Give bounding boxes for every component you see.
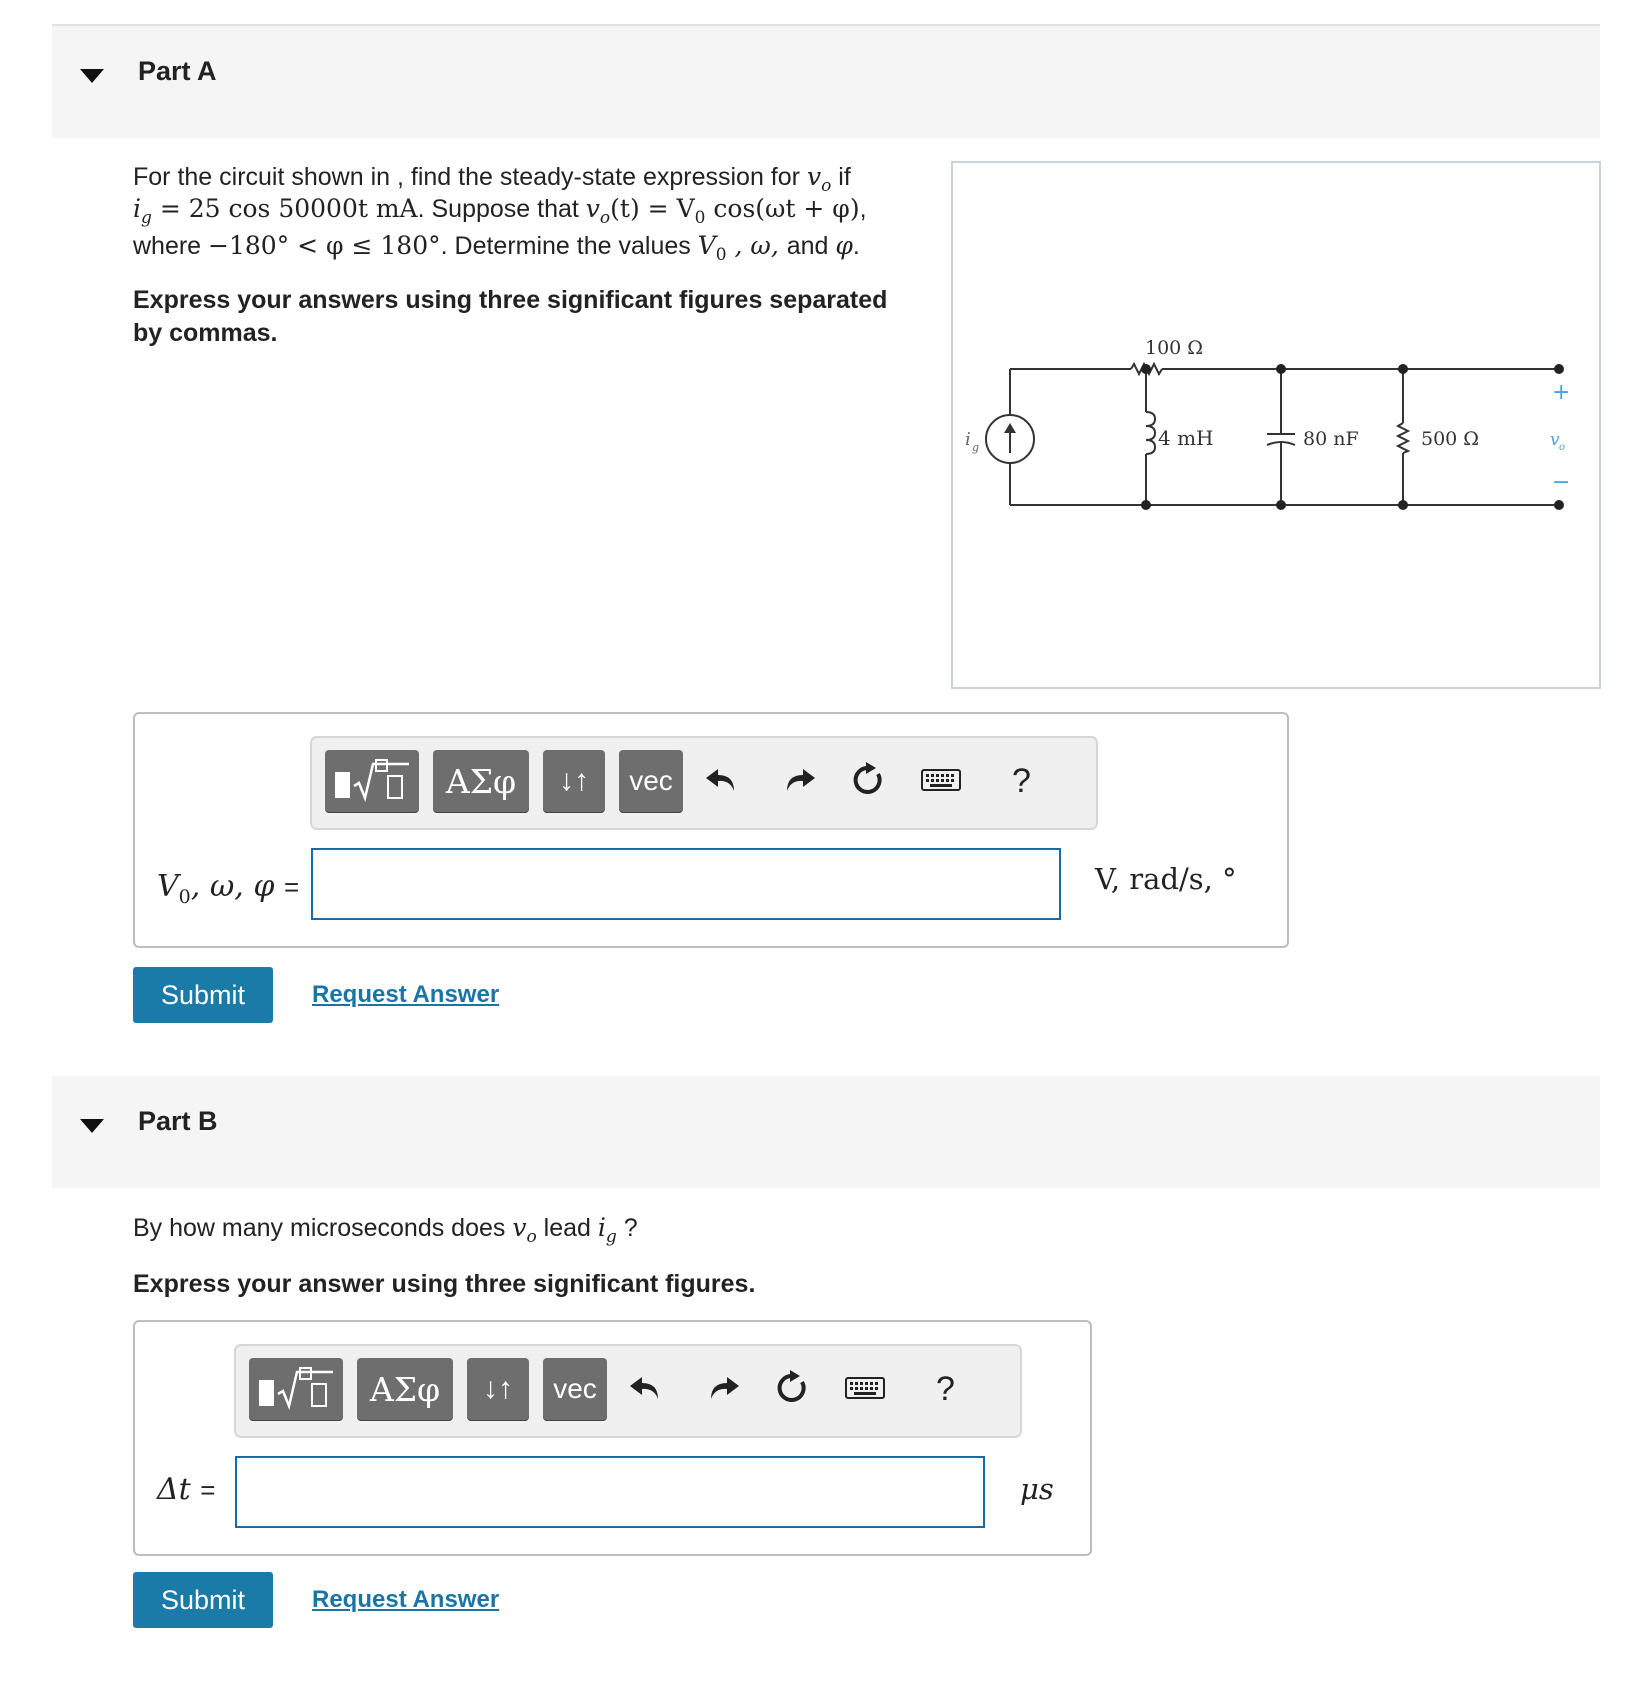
undo-icon[interactable] <box>701 760 741 800</box>
part-a-question-line2: $i_g = 25$ cos 50000t mA. Suppose that $v_o(t) = V_0$ cos(ωt + φ), <box>133 194 867 228</box>
part-a-header[interactable] <box>52 26 1600 138</box>
redo-icon[interactable] <box>780 760 820 800</box>
help-button[interactable]: ? <box>936 1370 955 1408</box>
sqrt-template-icon <box>256 1364 336 1414</box>
vo-label-sub: o <box>1559 442 1566 453</box>
part-a-units: V, rad/s, ° <box>1095 862 1237 896</box>
part-a-answer-label: $V_0$, ω, φ = <box>157 869 300 908</box>
part-b-answer-label: Δt = <box>157 1472 216 1507</box>
vo-label: v <box>1550 430 1560 450</box>
capacitor-label: 80 nF <box>1303 428 1359 450</box>
part-a-answer-box <box>133 712 1289 948</box>
part-a-title: Part A <box>138 56 217 86</box>
part-a-answer-input[interactable] <box>311 848 1061 920</box>
part-b-instruction: Express your answer using three significant figures. <box>133 1270 756 1298</box>
source-label: i <box>965 429 971 450</box>
circuit-diagram <box>953 163 1599 687</box>
minus-terminal-label: − <box>1552 470 1571 495</box>
part-a-request-answer-link[interactable]: Request Answer <box>312 981 500 1008</box>
keyboard-icon[interactable] <box>920 760 962 800</box>
part-b-submit-button[interactable]: Submit <box>133 1572 273 1628</box>
part-b-units: μs <box>1020 1472 1054 1506</box>
templates-button[interactable] <box>325 750 419 812</box>
part-a-question-line3: where −180° < φ ≤ 180°. Determine the values $V_0$ , ω, and φ. <box>133 231 860 265</box>
collapse-triangle-icon[interactable] <box>80 1119 104 1133</box>
reset-icon[interactable] <box>772 1368 812 1408</box>
templates-button[interactable] <box>249 1358 343 1420</box>
collapse-triangle-icon[interactable] <box>80 69 104 83</box>
part-a-submit-button[interactable]: Submit <box>133 967 273 1023</box>
part-a-question-line1: For the circuit shown in , find the steady-state expression for $v_o$ if <box>133 162 851 196</box>
math-toolbar <box>234 1344 1022 1438</box>
part-a-instruction-line2: by commas. <box>133 319 278 347</box>
vector-button[interactable]: vec <box>619 750 683 812</box>
undo-icon[interactable] <box>625 1368 665 1408</box>
redo-icon[interactable] <box>704 1368 744 1408</box>
part-b-request-answer-link[interactable]: Request Answer <box>312 1586 500 1613</box>
part-b-title: Part B <box>138 1106 218 1136</box>
plus-terminal-label: + <box>1552 380 1571 405</box>
resistor-100-label: 100 Ω <box>1145 337 1204 359</box>
source-label-sub: g <box>972 441 980 454</box>
subscript-superscript-button[interactable]: ↓↑ <box>467 1358 529 1420</box>
greek-symbols-button[interactable]: ΑΣφ <box>433 750 529 812</box>
math-toolbar <box>310 736 1098 830</box>
reset-icon[interactable] <box>848 760 888 800</box>
part-b-answer-input[interactable] <box>235 1456 985 1528</box>
help-button[interactable]: ? <box>1012 762 1031 800</box>
vector-button[interactable]: vec <box>543 1358 607 1420</box>
sqrt-template-icon <box>332 756 412 806</box>
part-b-answer-box <box>133 1320 1092 1556</box>
part-b-header[interactable] <box>52 1076 1600 1188</box>
resistor-500-label: 500 Ω <box>1421 428 1480 450</box>
subscript-superscript-button[interactable]: ↓↑ <box>543 750 605 812</box>
part-a-instruction-line1: Express your answers using three significant figures separated <box>133 286 888 314</box>
keyboard-icon[interactable] <box>844 1368 886 1408</box>
inductor-label: 4 mH <box>1158 426 1214 450</box>
greek-symbols-button[interactable]: ΑΣφ <box>357 1358 453 1420</box>
part-b-question: By how many microseconds does $v_o$ lead $i_g$ ? <box>133 1213 638 1247</box>
circuit-figure <box>951 161 1601 689</box>
